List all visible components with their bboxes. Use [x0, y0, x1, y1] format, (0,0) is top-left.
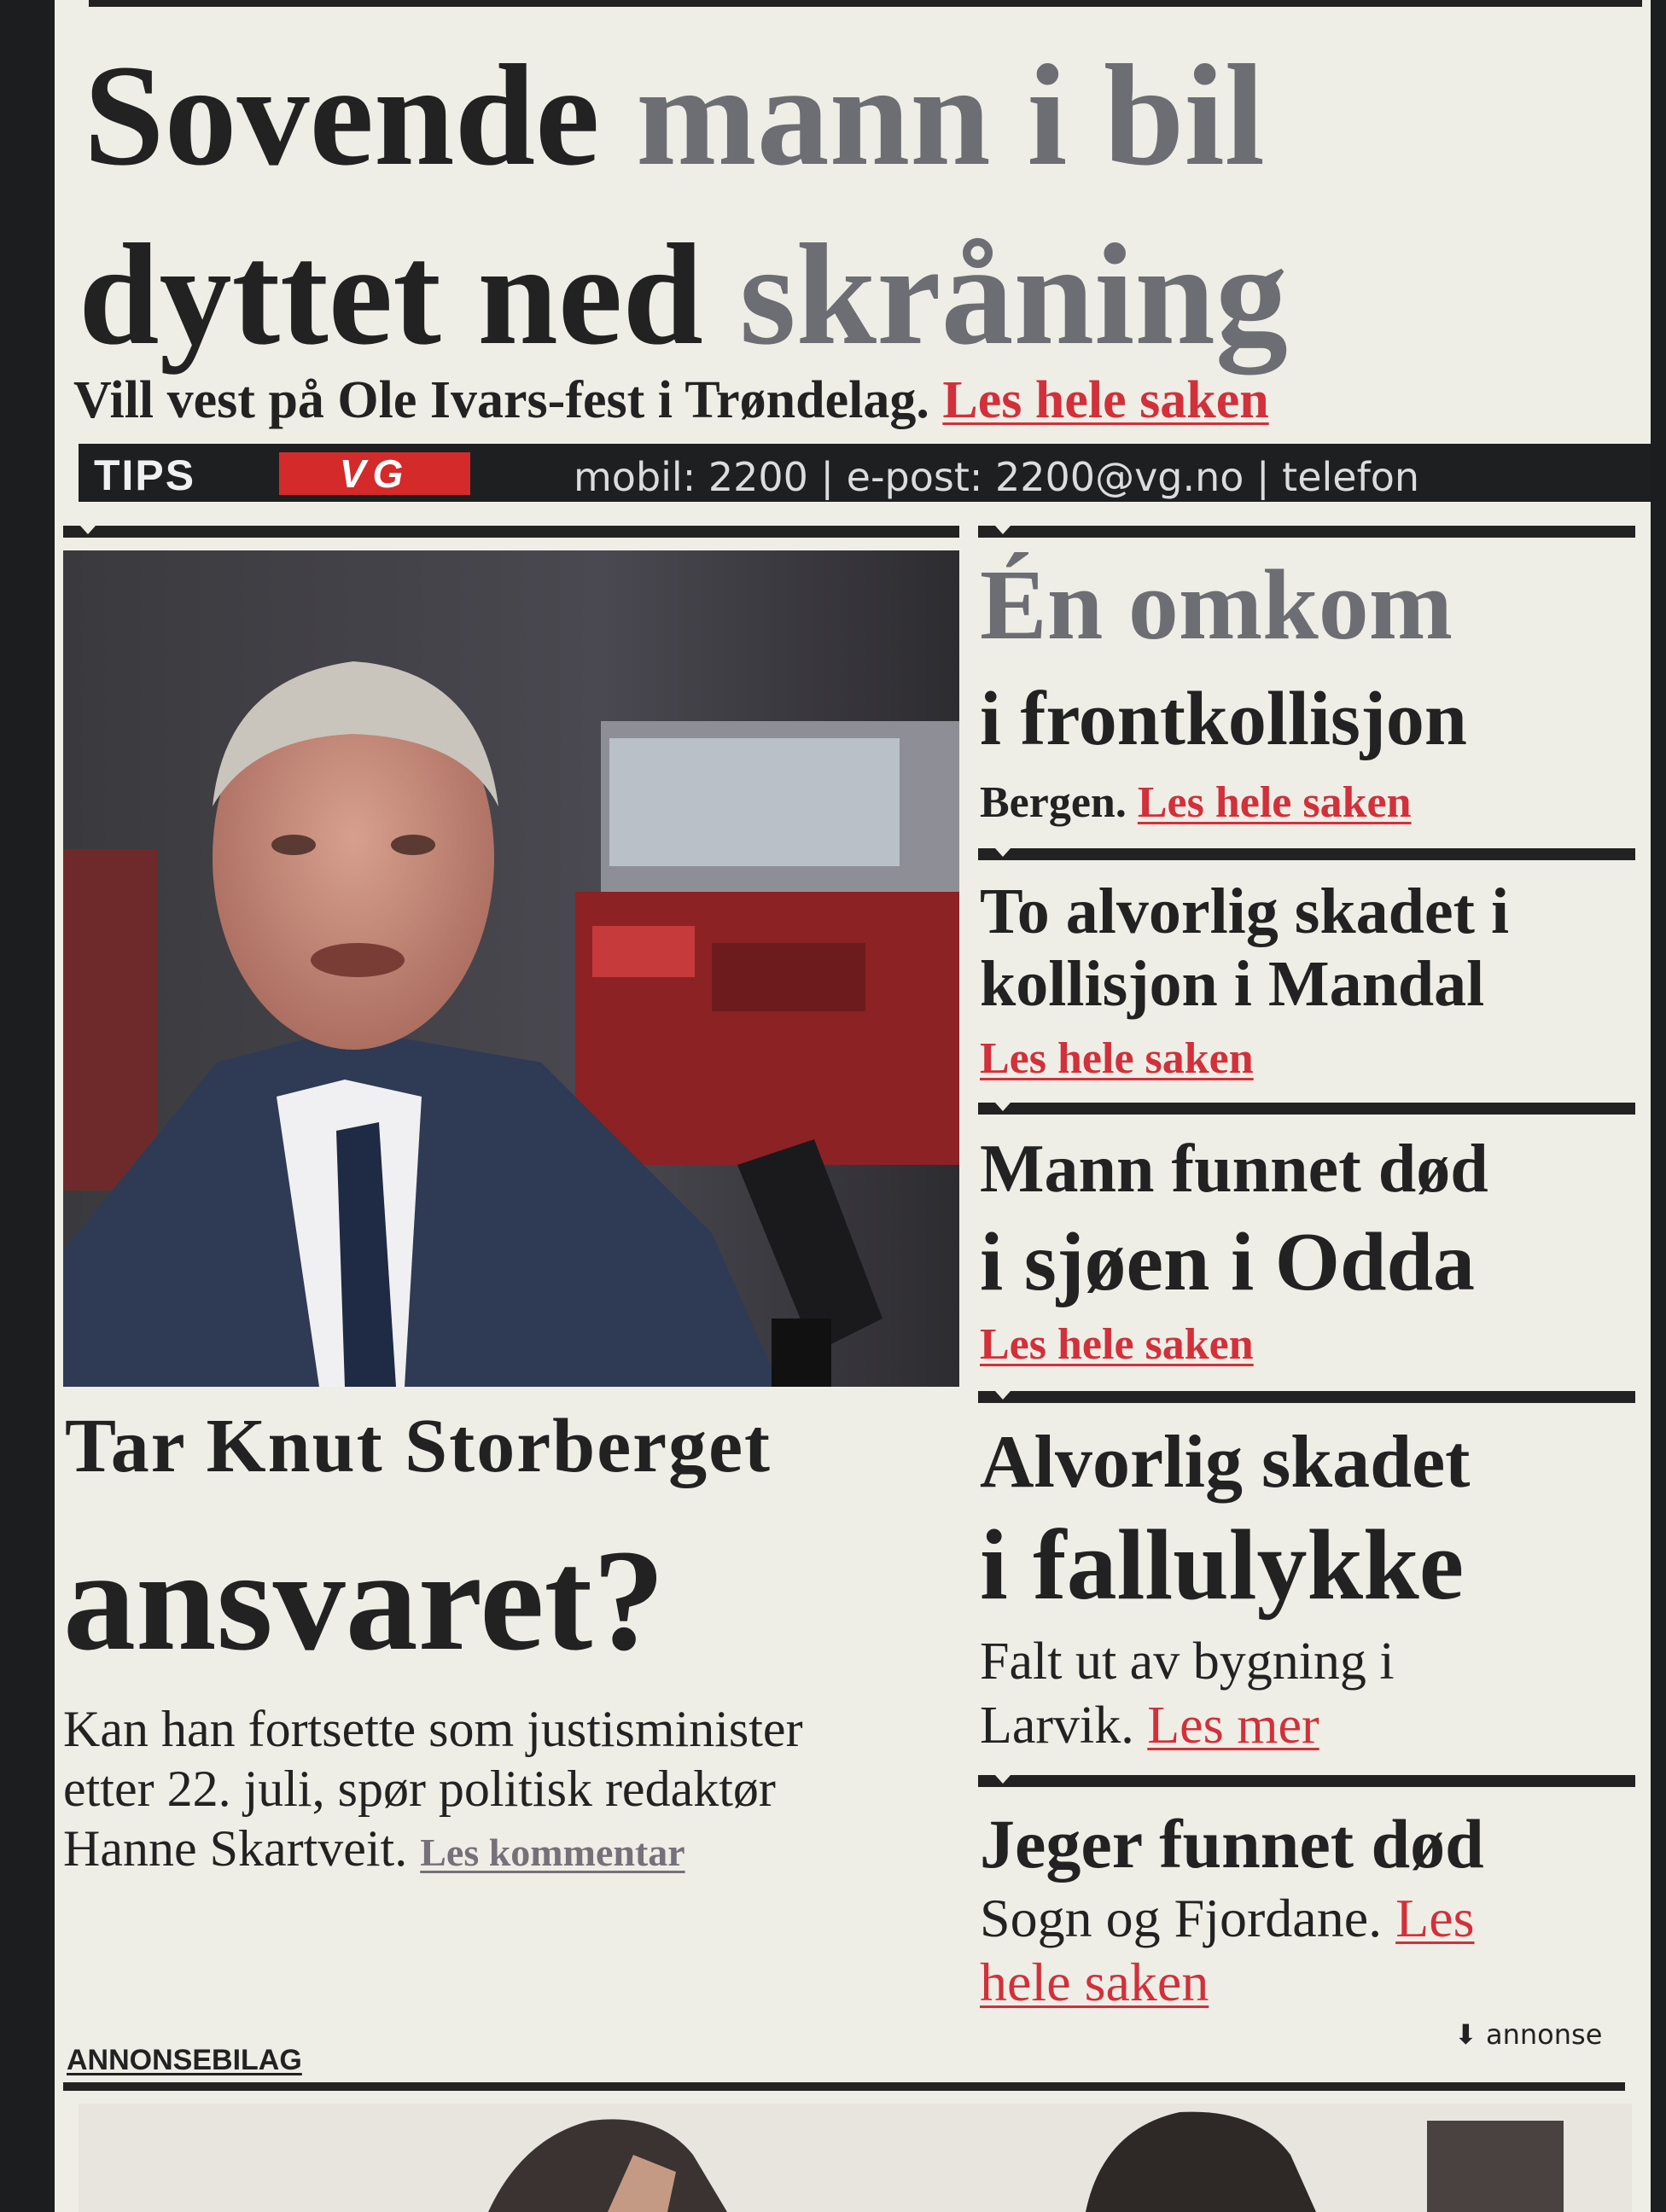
side-4-headline-1[interactable]: Alvorlig skadet: [980, 1421, 1471, 1504]
top-headline-grey-2[interactable]: skråning: [739, 214, 1288, 375]
top-headline-line-2[interactable]: [79, 214, 1288, 375]
side-1-link[interactable]: Les hele saken: [1137, 778, 1412, 827]
right-column-marker-1: [995, 526, 1011, 534]
left-column-divider: [63, 526, 959, 538]
side-4-summary-2-text: Larvik.: [980, 1697, 1134, 1755]
top-headline-grey-1[interactable]: mann i bil: [636, 35, 1265, 195]
main-comment-link[interactable]: Les kommentar: [420, 1831, 685, 1874]
main-story-photo[interactable]: [63, 550, 959, 1387]
ad-image-svg: [79, 2104, 1632, 2212]
side-4-link[interactable]: Les mer: [1147, 1697, 1319, 1755]
side-2-link[interactable]: Les hele saken: [980, 1034, 1254, 1083]
main-headline-1[interactable]: Tar Knut Storberget: [65, 1404, 772, 1488]
right-column-divider-3: [978, 1103, 1635, 1115]
main-headline-2[interactable]: ansvaret?: [63, 1520, 666, 1680]
side-3-headline-1[interactable]: Mann funnet død: [980, 1132, 1488, 1207]
side-4-headline-2[interactable]: i fallulykke: [980, 1509, 1465, 1621]
storberget-photo-svg: [63, 550, 959, 1387]
side-2-headline-2[interactable]: kollisjon i Mandal: [980, 948, 1485, 1020]
side-5-headline-1[interactable]: Jeger funnet død: [980, 1805, 1484, 1883]
top-headline-dark-1[interactable]: Sovende: [84, 35, 600, 195]
top-summary-text: Vill vest på Ole Ivars-fest i Trøndelag.: [73, 371, 929, 429]
ad-image[interactable]: [79, 2104, 1632, 2212]
top-divider: [89, 0, 1642, 7]
top-headline-line-1[interactable]: [84, 35, 1265, 195]
main-summary-1: Kan han fortsette som justisminister: [63, 1701, 803, 1757]
right-column-marker-5: [995, 1775, 1011, 1784]
side-4-summary-2: [980, 1694, 1319, 1757]
ad-label: ANNONSEBILAG: [67, 2044, 302, 2076]
ad-marker: [1454, 2018, 1602, 2051]
left-column-marker: [80, 526, 96, 534]
main-summary-3-text: Hanne Skartveit.: [63, 1820, 408, 1877]
top-summary: [73, 369, 1269, 432]
right-column-marker-4: [995, 1391, 1011, 1400]
side-3-headline-2[interactable]: i sjøen i Odda: [980, 1216, 1475, 1308]
side-3-link[interactable]: Les hele saken: [980, 1320, 1254, 1369]
main-summary-3: [63, 1818, 685, 1879]
tips-brand: TIPS: [94, 451, 196, 499]
right-column-marker-2: [995, 848, 1011, 857]
right-column-divider-4: [978, 1391, 1635, 1403]
top-story-link[interactable]: Les hele saken: [942, 371, 1269, 429]
side-2-headline-1[interactable]: To alvorlig skadet i: [980, 876, 1510, 947]
side-5-link-part-1[interactable]: Les: [1395, 1888, 1475, 1948]
side-4-summary-1: Falt ut av bygning i: [980, 1633, 1395, 1691]
vg-logo: VG: [279, 452, 470, 495]
side-1-headline-1[interactable]: Én omkom: [980, 549, 1453, 661]
tips-bar[interactable]: [79, 444, 1651, 502]
ad-divider: [63, 2082, 1625, 2091]
top-headline-dark-2[interactable]: dyttet ned: [79, 214, 703, 375]
main-summary-2: etter 22. juli, spør politisk redaktør: [63, 1761, 776, 1817]
side-5-summary-1: [980, 1886, 1475, 1952]
side-1-summary-text: Bergen.: [980, 778, 1127, 827]
tips-contact-info[interactable]: mobil: 2200 | e-post: 2200@vg.no | telefon: [574, 454, 1420, 500]
side-5-summary-text: Sogn og Fjordane.: [980, 1888, 1383, 1948]
side-1-summary: [980, 777, 1412, 830]
right-column-divider-2: [978, 848, 1635, 860]
side-1-headline-2[interactable]: i frontkollisjon: [980, 677, 1467, 761]
right-column-divider-1: [978, 526, 1635, 538]
browser-viewport: [55, 0, 1651, 2212]
right-column-marker-3: [995, 1103, 1011, 1111]
down-arrow-icon: ⬇: [1454, 2018, 1477, 2051]
side-5-link-part-2[interactable]: hele saken: [980, 1952, 1209, 2012]
ad-marker-text: annonse: [1485, 2018, 1603, 2051]
right-column-divider-5: [978, 1775, 1635, 1787]
